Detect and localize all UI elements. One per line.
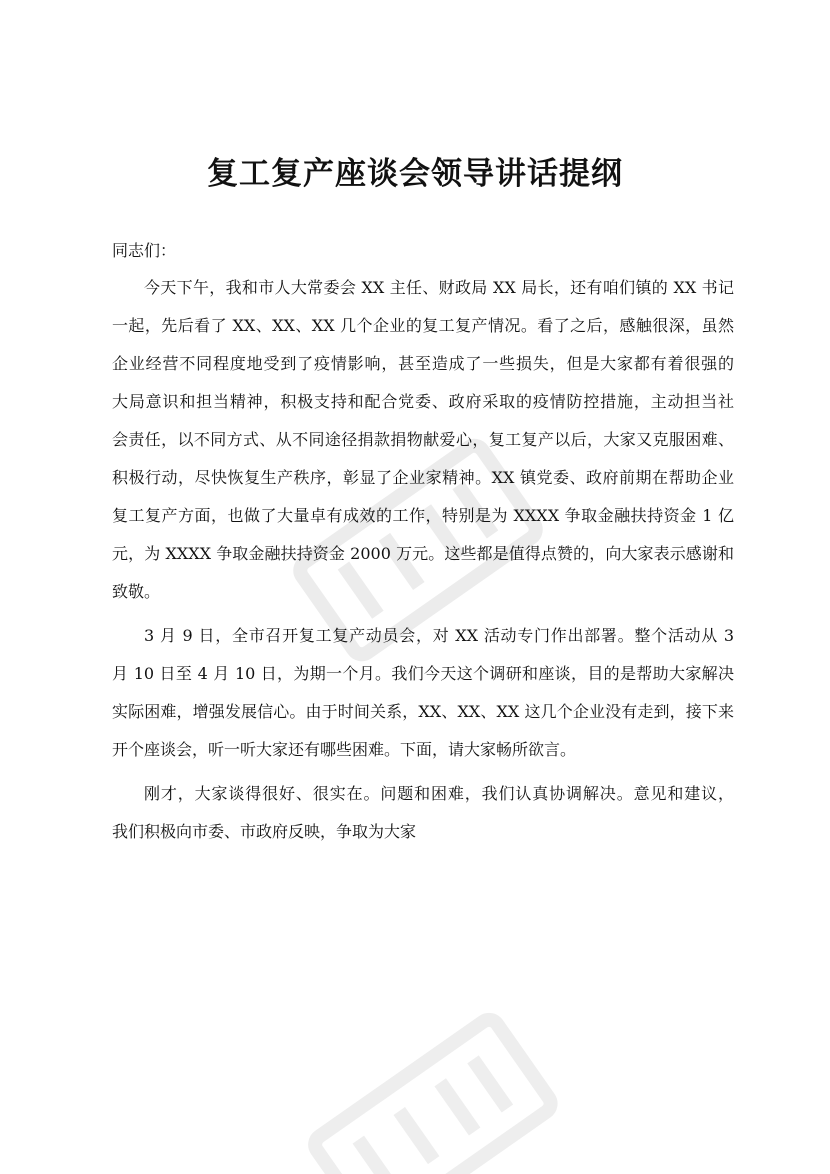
text-line: 企业经营不同程度地受到了疫情影响，甚至造成了一些损失，但是大家都有着很强的 <box>112 354 734 373</box>
text-line: 致敬。 <box>112 582 161 601</box>
paragraph-2 <box>112 617 734 769</box>
text-line: 今天下午，我和市人大常委会 XX 主任、财政局 XX 局长，还有咱们镇的 XX 书记 <box>144 278 734 297</box>
paragraph-1 <box>112 269 734 611</box>
document-title: 复工复产座谈会领导讲话提纲 <box>207 156 623 192</box>
paragraph-3 <box>112 775 734 851</box>
text-line: 实际困难，增强发展信心。由于时间关系，XX、XX、XX 这几个企业没有走到，接下来 <box>112 702 734 721</box>
text-line: 元，为 XXXX 争取金融扶持资金 2000 万元。这些都是值得点赞的，向大家表示感谢和 <box>112 544 734 563</box>
text-line: 大局意识和担当精神，积极支持和配合党委、政府采取的疫情防控措施，主动担当社 <box>112 392 734 411</box>
text-line: 会责任，以不同方式、从不同途径捐款捐物献爱心，复工复产以后，大家又克服困难、 <box>112 430 734 449</box>
text-line: 积极行动，尽快恢复生产秩序，彰显了企业家精神。XX 镇党委、政府前期在帮助企业 <box>112 468 734 487</box>
text-line: 月 10 日至 4 月 10 日，为期一个月。我们今天这个调研和座谈，目的是帮助大家解决 <box>112 664 734 683</box>
text-line: 开个座谈会，听一听大家还有哪些困难。下面，请大家畅所欲言。 <box>112 740 577 759</box>
document-body <box>112 232 734 857</box>
text-line: 一起，先后看了 XX、XX、XX 几个企业的复工复产情况。看了之后，感触很深，虽然 <box>112 316 734 335</box>
text-line: 复工复产方面，也做了大量卓有成效的工作，特别是为 XXXX 争取金融扶持资金 1 亿 <box>112 506 734 525</box>
text-line: 刚才，大家谈得很好、很实在。问题和困难，我们认真协调解决。意见和建议， <box>144 784 734 803</box>
text-line: 3 月 9 日，全市召开复工复产动员会，对 XX 活动专门作出部署。整个活动从 3 <box>144 626 734 645</box>
watermark-stamp-icon <box>300 990 560 1174</box>
text-line: 我们积极向市委、市政府反映，争取为大家 <box>112 822 417 841</box>
salutation: 同志们： <box>112 241 177 260</box>
